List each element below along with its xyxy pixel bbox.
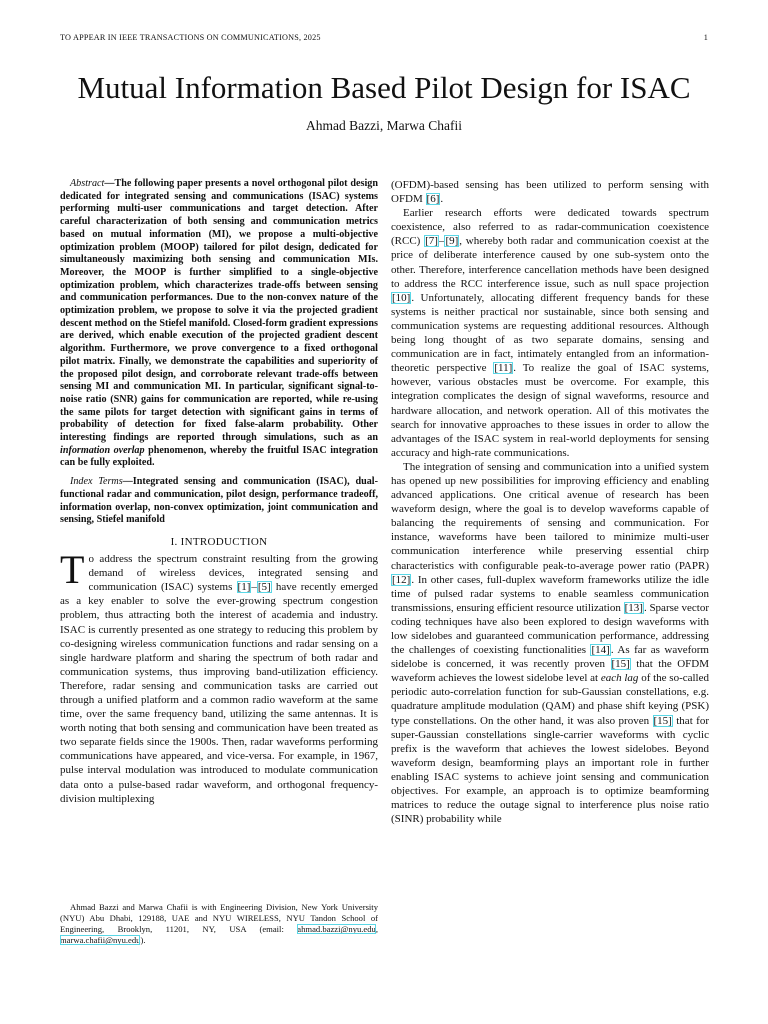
citation-link[interactable]: [15]: [611, 658, 630, 671]
citation-link[interactable]: [9]: [445, 235, 459, 248]
citation-link[interactable]: [13]: [624, 601, 643, 614]
paper-authors: Ahmad Bazzi, Marwa Chafii: [306, 118, 462, 133]
body-paragraph: Earlier research efforts were dedicated towards spectrum coexistence, also referred to as radar-communication coexistence (RCC) [7]–[9], whereby both radar and communication coexist at the price of deliberate interference caused by one sub-system onto the other. Therefore, interference cancellation methods have been designed to address the RCC interference issue, such as null space projection [10]. Unfortunately, allocating different frequency bands for these systems is neither practical nor sustainable, since both sensing and communication systems are requesting additional resources. Although being long thought of as two separate domains, sensing and communication are in fact, intimately entangled from an information-theoretic perspective [11]. To realize the goal of ISAC systems, however, various obstacles must be overcome. For example, this integration complicates the design of signal waveforms, resource and hardware allocation, and network operation. All of this motivates the search for innovative approaches to these issues in order to allow the advantages of the ISAC system in real-world deployments for sensing accuracy and high-rate communications.: [391, 207, 709, 459]
right-column: [391, 178, 709, 826]
index-terms-label: Index Terms: [70, 476, 123, 488]
citation-link[interactable]: [10]: [392, 291, 411, 304]
index-terms: Index Terms—Integrated sensing and communication (ISAC), dual-functional radar and communication, pilot design, performance tradeoff, information overlap, non-convex optimization, joint communication and sensing, Stiefel manifold: [60, 476, 378, 526]
email-link[interactable]: marwa.chafii@nyu.edu: [60, 935, 141, 945]
citation-link[interactable]: [1]: [237, 581, 251, 594]
abstract-text: The following paper presents a novel orthogonal pilot design dedicated for integrated sensing and communications (ISAC) systems performing multi-user communications and target detection. After careful characterization of both sensing and communication metrics based on mutual information (MI), we propose a multi-objective optimization problem (MOOP) tailored for pilot design, dedicated for simultaneously maximizing both sensing and communication MIs. Moreover, the MOOP is further simplified to a single-objective optimization problem, which characterizes trade-offs between sensing and communication performances. Due to the non-convex nature of the optimization problem, we propose to solve it via the projected gradient descent method on the Stiefel manifold. Closed-form gradient expressions are derived, which enable execution of the projected gradient descent algorithm. Furthermore, we prove convergence to a fixed orthogonal pilot matrix. Finally, we demonstrate the capabilities and superiority of the proposed pilot design, and corroborate relevant trade-offs between sensing MI and communication MI. In particular, significant signal-to-noise ratio (SNR) gains for communication are reported, while re-using the same pilots for target detection with significant gains in terms of probability of detection for fixed false-alarm probability. Other interesting findings are reported through simulations, such as an: [60, 178, 378, 444]
index-terms-text: Integrated sensing and communication (ISAC), dual-functional radar and communication, pilot design, performance tradeoff, information overlap, non-convex optimization, joint communication and sensing, Stiefel manifold: [60, 476, 378, 526]
citation-link[interactable]: [15]: [653, 714, 672, 727]
citation-link[interactable]: [6]: [426, 193, 440, 206]
page-number: 1: [703, 33, 708, 42]
body-paragraph: (OFDM)-based sensing has been utilized to perform sensing with OFDM [6].: [391, 179, 709, 206]
body-paragraph: The integration of sensing and communication into a unified system has opened up new possibilities for improving efficiency and enabling advanced applications. One critical avenue of research has been waveform design, where the goal is to develop waveforms capable of balancing the requirements of sensing and communication. For instance, waveforms have been tailored to minimize multi-user communication interference while preserving essential chirp characteristics with configurable peak-to-average power ratio (PAPR) [12]. In other cases, full-duplex waveform frameworks utilize the idle time of pulsed radar systems to enable seamless communication transmissions, ensuring efficient resource utilization [13]. Sparse vector coding techniques have also been explored to design waveforms with low sidelobes and guaranteed communication performance, addressing the challenges of coexisting functionalities [14]. As far as waveform sidelobe is concerned, it was recently proven [15] that the OFDM waveform achieves the lowest sidelobe level at each lag of the so-called periodic auto-correlation function for sub-Gaussian constellations, e.g. quadrature amplitude modulation (QAM) and phase shift keying (PSK) type constellations. On the other hand, it was also proven [15] that for super-Gaussian constellations single-carrier waveforms with cyclic prefix is the waveform that achieves the lowest sidelobes. Beyond waveform design, beamforming plays an important role in further enabling ISAC systems to achieve joint sensing and communication objectives. For example, an approach is to optimize beamforming matrices to reduce the outage signal to interference plus noise ratio (SINR) probability while: [391, 460, 710, 826]
citation-link[interactable]: [14]: [591, 644, 610, 657]
drop-cap: T: [60, 547, 85, 593]
paper-title: Mutual Information Based Pilot Design for ISAC: [77, 70, 691, 105]
author-footnote: Ahmad Bazzi and Marwa Chafii is with Engineering Division, New York University (NYU) Abu Dhabi, 129188, UAE and NYU WIRELESS, NYU Tandon School of Engineering, Brooklyn, 11201, NY, USA (email: ahmad.bazzi@nyu.edu, marwa.chafii@nyu.edu).: [60, 902, 378, 945]
abstract-italic: information overlap: [60, 444, 145, 456]
left-column: [60, 178, 378, 806]
citation-link[interactable]: [5]: [257, 581, 271, 594]
abstract-label: Abstract: [70, 178, 105, 189]
journal-name: TO APPEAR IN IEEE TRANSACTIONS ON COMMUNICATIONS, 2025: [60, 33, 321, 42]
running-header: [60, 33, 708, 42]
email-link[interactable]: ahmad.bazzi@nyu.edu: [297, 924, 376, 934]
citation-link[interactable]: [12]: [392, 573, 411, 586]
abstract: Abstract—The following paper presents a novel orthogonal pilot design dedicated for integrated sensing and communications (ISAC) systems performing multi-user communications and target detection. After careful characterization of both sensing and communication metrics based on mutual information (MI), we propose a multi-objective optimization problem (MOOP) tailored for pilot design, dedicated for simultaneously maximizing both sensing and communication MIs. Moreover, the MOOP is further simplified to a single-objective optimization problem, which characterizes trade-offs between sensing and communication performances. Due to the non-convex nature of the optimization problem, we propose to solve it via the projected gradient descent method on the Stiefel manifold. Closed-form gradient expressions are derived, which enable execution of the projected gradient descent algorithm. Furthermore, we prove convergence to a fixed orthogonal pilot matrix. Finally, we demonstrate the capabilities and superiority of the proposed pilot design, and corroborate relevant trade-offs between sensing MI and communication MI. In particular, significant signal-to-noise ratio (SNR) gains for communication are reported, while re-using the same pilots for target detection with significant gains in terms of probability of detection for fixed false-alarm probability. Other interesting findings are reported through simulations, such as an information overlap phenomenon, whereby the fruitful ISAC integration can be fully exploited.: [60, 178, 378, 469]
citation-link[interactable]: [11]: [494, 362, 513, 375]
intro-paragraph: To address the spectrum constraint resulting from the growing demand of wireless devices, integrated sensing and communication (ISAC) systems [1]–[5] have recently emerged as a key enabler to solve the ever-growing spectrum congestion problem, thus attracting both the interest of academia and industry. ISAC is currently presented as one strategy to reducing this problem by co-designing wireless communication functions and radar sensing on a single hardware platform and sharing the spectrum of both radar and communication systems, thus improving band-utilization efficiency. Therefore, radar sensing and communication tasks are carried out through a unified platform and a common radio waveform at the same time, over the same frequency band, utilizing the same antennas. It is worth noting that both sensing and communication have been treated as two separate fields since the 1900s. Then, radar waveforms performing communications have appeared, and vice-versa. For example, in 1967, pulse interval modulation was introduced to modulate communication data onto a pulse-based radar waveform, and orthogonal frequency-division multiplexing: [60, 547, 379, 805]
section-heading-introduction: I. INTRODUCTION: [170, 535, 268, 548]
citation-link[interactable]: [7]: [425, 235, 438, 248]
